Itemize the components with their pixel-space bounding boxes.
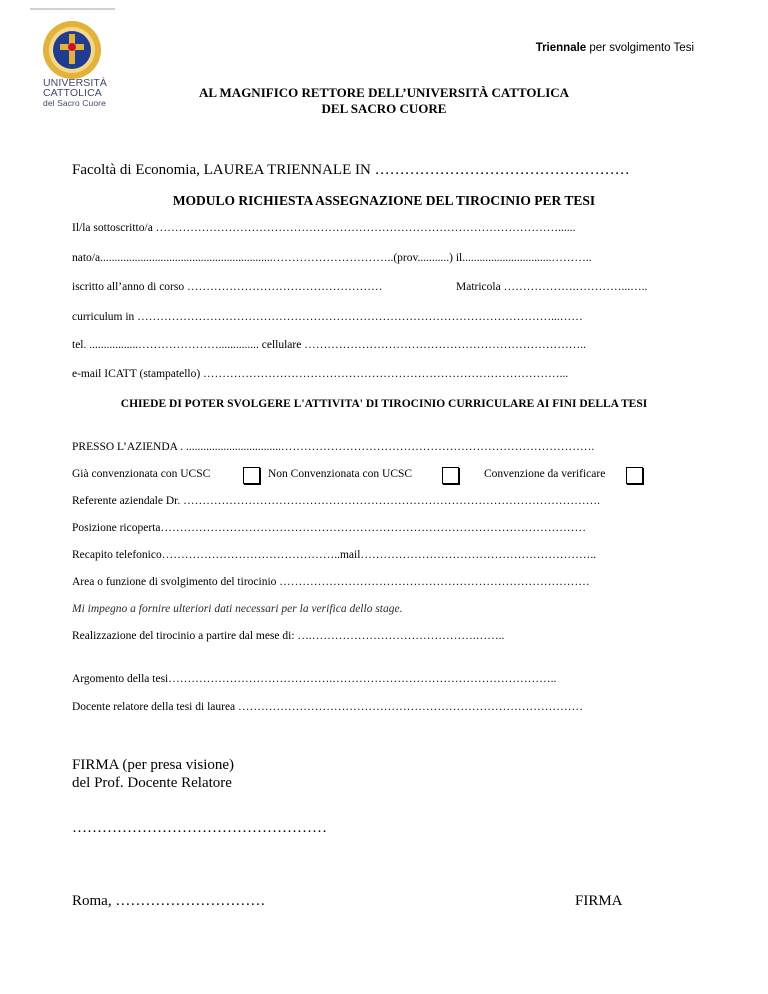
form-title: MODULO RICHIESTA ASSEGNAZIONE DEL TIROCINIO PER TESI <box>172 193 596 208</box>
field-presso: PRESSO L’AZIENDA . .................................………………………………………………………………………. <box>72 441 595 453</box>
addressee-heading: AL MAGNIFICO RETTORE DELL’UNIVERSITÀ CATTOLICA DEL SACRO CUORE <box>198 85 570 116</box>
checkbox-convenzionata[interactable] <box>243 467 260 484</box>
label-da-verificare: Convenzione da verificare <box>484 468 606 480</box>
firma-student: FIRMA <box>575 893 623 909</box>
field-recapito: Recapito telefonico………………………………………..mail…………………………………………………….. <box>72 549 597 561</box>
field-curriculum: curriculum in ………………………………………………………………………………………………...…… <box>72 311 583 323</box>
field-referente: Referente aziendale Dr. ………………………………………………………………………………………………. <box>72 495 600 507</box>
label-convenzionata: Già convenzionata con UCSC <box>72 468 211 480</box>
field-realizzazione: Realizzazione del tirocinio a partire dal mese di: ….…………………………………….…….. <box>72 630 505 642</box>
label-non-convenzionata: Non Convenzionata con UCSC <box>268 468 413 480</box>
request-heading: CHIEDE DI POTER SVOLGERE L'ATTIVITA' DI TIROCINIO CURRICULARE AI FINI DELLA TESI <box>120 398 648 410</box>
field-posizione: Posizione ricoperta………………………………………………………………………………………………… <box>72 522 586 534</box>
field-argomento: Argomento della tesi…………………………………….………………………………………………….. <box>72 673 557 685</box>
faculty-line: Facoltà di Economia, LAUREA TRIENNALE IN …………………………………………… <box>72 162 630 178</box>
field-email: e-mail ICATT (stampatello) …………………………………………………………………………………... <box>72 368 569 380</box>
note-impegno: Mi impegno a fornire ulteriori dati necessari per la verifica dello stage. <box>72 603 403 615</box>
checkbox-non-convenzionata[interactable] <box>442 467 459 484</box>
university-seal-icon <box>42 20 102 80</box>
firma-relatore-line1: FIRMA (per presa visione) <box>72 757 235 773</box>
checkbox-da-verificare[interactable] <box>626 467 643 484</box>
field-docente: Docente relatore della tesi di laurea ……………………………………………………………………………… <box>72 701 584 713</box>
field-sottoscritto: Il/la sottoscritto/a ……………………………………………………………………………………………...... <box>72 222 576 234</box>
place-date: Roma, ………………………… <box>72 893 266 909</box>
top-divider <box>30 8 115 10</box>
field-matricola: Matricola ……………….…………...….. <box>456 281 648 293</box>
field-tel: tel. .................………………….............. cellulare ……………………………………………………………….. <box>72 339 586 351</box>
field-nato: nato/a............................................................…………………………..(prov...........) il...............................……….. <box>72 252 592 264</box>
firma-relatore-line2: del Prof. Docente Relatore <box>72 775 232 791</box>
field-area: Area o funzione di svolgimento del tirocinio ……………………………………………………………………… <box>72 576 590 588</box>
university-logo-text: UNIVERSITÀ CATTOLICA del Sacro Cuore <box>43 77 108 108</box>
field-iscritto: iscritto all’anno di corso …………………………………………… <box>72 281 383 293</box>
firma-relatore-dots: …………………………………………… <box>72 820 327 836</box>
document-tag: Triennale per svolgimento Tesi <box>535 42 694 54</box>
